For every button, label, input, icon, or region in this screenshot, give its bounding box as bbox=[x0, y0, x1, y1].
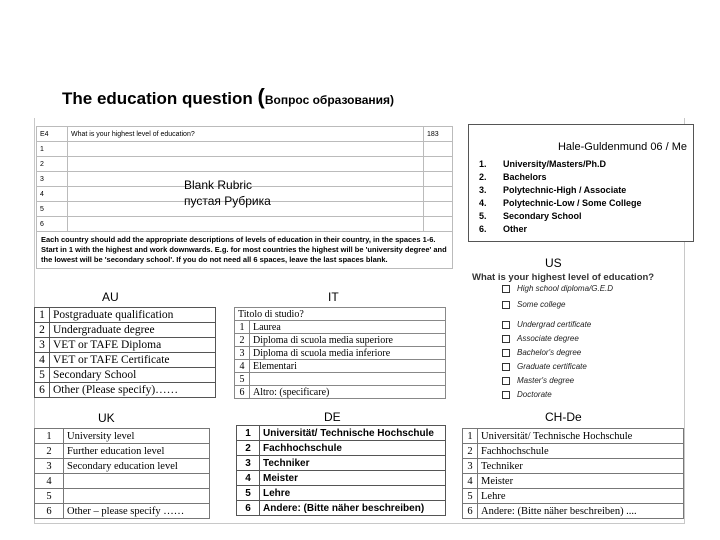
frame-bottom-line bbox=[34, 523, 685, 524]
de-table bbox=[236, 425, 446, 516]
au-row: 2 Undergraduate degree bbox=[35, 323, 216, 338]
us-option[interactable]: Graduate certificate bbox=[502, 362, 587, 371]
e4-row-num: 2 bbox=[37, 157, 68, 172]
au-row: 5 Secondary School bbox=[35, 368, 216, 383]
it-row: 6 Altro: (specificare) bbox=[235, 386, 446, 399]
hale-guldenmund-box bbox=[468, 124, 694, 242]
e4-row-blank bbox=[68, 142, 424, 157]
title-main: The education question bbox=[62, 89, 258, 108]
hale-item: 1. University/Masters/Ph.D bbox=[479, 159, 607, 169]
e4-question: What is your highest level of education? bbox=[68, 127, 424, 142]
au-row: 3 VET or TAFE Diploma bbox=[35, 338, 216, 353]
e4-instruction-note: Each country should add the appropriate descriptions of levels of education in their country, in the spaces 1-6. Start in 1 with the highest and work downwards. E.g. for most countries the highest will be 'university degree' and the lowest will be 'secondary school'. If you do not need all 6 spaces, leave the last spaces blank. bbox=[37, 232, 453, 269]
us-option[interactable]: High school diploma/G.E.D bbox=[502, 284, 613, 293]
title-paren: ( bbox=[257, 84, 265, 109]
it-row: 1 Laurea bbox=[235, 321, 446, 334]
de-row: 6 Andere: (Bitte näher beschreiben) bbox=[237, 501, 446, 516]
it-table bbox=[234, 307, 446, 399]
ch-de-row: 6 Andere: (Bitte näher beschreiben) .... bbox=[463, 504, 684, 519]
e4-number: 183 bbox=[424, 127, 453, 142]
us-option[interactable]: Undergrad certificate bbox=[502, 320, 591, 329]
us-option[interactable]: Doctorate bbox=[502, 390, 552, 399]
us-option[interactable]: Bachelor's degree bbox=[502, 348, 581, 357]
slide-title bbox=[62, 84, 394, 110]
ch-de-row: 2 Fachhochschule bbox=[463, 444, 684, 459]
uk-row: 1 University level bbox=[35, 429, 210, 444]
au-row: 6 Other (Please specify)…… bbox=[35, 383, 216, 398]
hale-item: 2. Bachelors bbox=[479, 172, 547, 182]
ch-de-row: 4 Meister bbox=[463, 474, 684, 489]
uk-row: 6 Other – please specify …… bbox=[35, 504, 210, 519]
us-question: What is your highest level of education? bbox=[472, 272, 655, 283]
ch-de-row: 5 Lehre bbox=[463, 489, 684, 504]
uk-row: 2 Further education level bbox=[35, 444, 210, 459]
uk-table bbox=[34, 428, 210, 519]
hale-title: Hale-Guldenmund 06 / Me bbox=[557, 141, 687, 153]
title-russian: Вопрос образования) bbox=[264, 93, 395, 107]
hale-item: 4. Polytechnic-Low / Some College bbox=[479, 198, 642, 208]
checkbox-icon[interactable] bbox=[502, 301, 510, 309]
checkbox-icon[interactable] bbox=[502, 349, 510, 357]
us-option[interactable]: Master's degree bbox=[502, 376, 574, 385]
checkbox-icon[interactable] bbox=[502, 391, 510, 399]
hale-item: 6. Other bbox=[479, 224, 528, 234]
e4-row-num: 1 bbox=[37, 142, 68, 157]
checkbox-icon[interactable] bbox=[502, 321, 510, 329]
e4-row-num: 3 bbox=[37, 172, 68, 187]
uk-row: 4 bbox=[35, 474, 210, 489]
label-us: US bbox=[545, 256, 562, 270]
hale-list bbox=[479, 159, 642, 237]
label-it: IT bbox=[328, 290, 339, 304]
us-option[interactable]: Some college bbox=[502, 300, 565, 309]
au-row: 4 VET or TAFE Certificate bbox=[35, 353, 216, 368]
de-row: 5 Lehre bbox=[237, 486, 446, 501]
de-row: 1 Universität/ Technische Hochschule bbox=[237, 426, 446, 441]
it-header: Titolo di studio? bbox=[235, 308, 446, 321]
label-uk: UK bbox=[98, 411, 115, 425]
au-row: 1 Postgraduate qualification bbox=[35, 308, 216, 323]
label-au: AU bbox=[102, 290, 119, 304]
e4-row-num: 4 bbox=[37, 187, 68, 202]
e4-row-blank bbox=[68, 217, 424, 232]
blank-rubric-en: Blank Rubric bbox=[184, 178, 253, 192]
uk-row: 5 bbox=[35, 489, 210, 504]
it-row: 3 Diploma di scuola media inferiore bbox=[235, 347, 446, 360]
checkbox-icon[interactable] bbox=[502, 335, 510, 343]
it-row: 5 bbox=[235, 373, 446, 386]
ch-de-row: 1 Universität/ Technische Hochschule bbox=[463, 429, 684, 444]
e4-row-num: 5 bbox=[37, 202, 68, 217]
ch-de-row: 3 Techniker bbox=[463, 459, 684, 474]
it-row: 2 Diploma di scuola media superiore bbox=[235, 334, 446, 347]
it-row: 4 Elementari bbox=[235, 360, 446, 373]
au-table bbox=[34, 307, 216, 398]
de-row: 2 Fachhochschule bbox=[237, 441, 446, 456]
e4-code: E4 bbox=[37, 127, 68, 142]
blank-rubric-ru: пустая Рубрика bbox=[184, 194, 271, 208]
e4-row-num: 6 bbox=[37, 217, 68, 232]
label-ch-de: CH-De bbox=[545, 410, 582, 424]
hale-item: 5. Secondary School bbox=[479, 211, 582, 221]
uk-row: 3 Secondary education level bbox=[35, 459, 210, 474]
de-row: 3 Techniker bbox=[237, 456, 446, 471]
e4-row-blank bbox=[68, 157, 424, 172]
checkbox-icon[interactable] bbox=[502, 377, 510, 385]
blank-rubric-label bbox=[184, 177, 271, 209]
label-de: DE bbox=[324, 410, 341, 424]
de-row: 4 Meister bbox=[237, 471, 446, 486]
ch-de-table bbox=[462, 428, 684, 519]
hale-item: 3. Polytechnic-High / Associate bbox=[479, 185, 627, 195]
checkbox-icon[interactable] bbox=[502, 285, 510, 293]
us-option[interactable]: Associate degree bbox=[502, 334, 579, 343]
checkbox-icon[interactable] bbox=[502, 363, 510, 371]
